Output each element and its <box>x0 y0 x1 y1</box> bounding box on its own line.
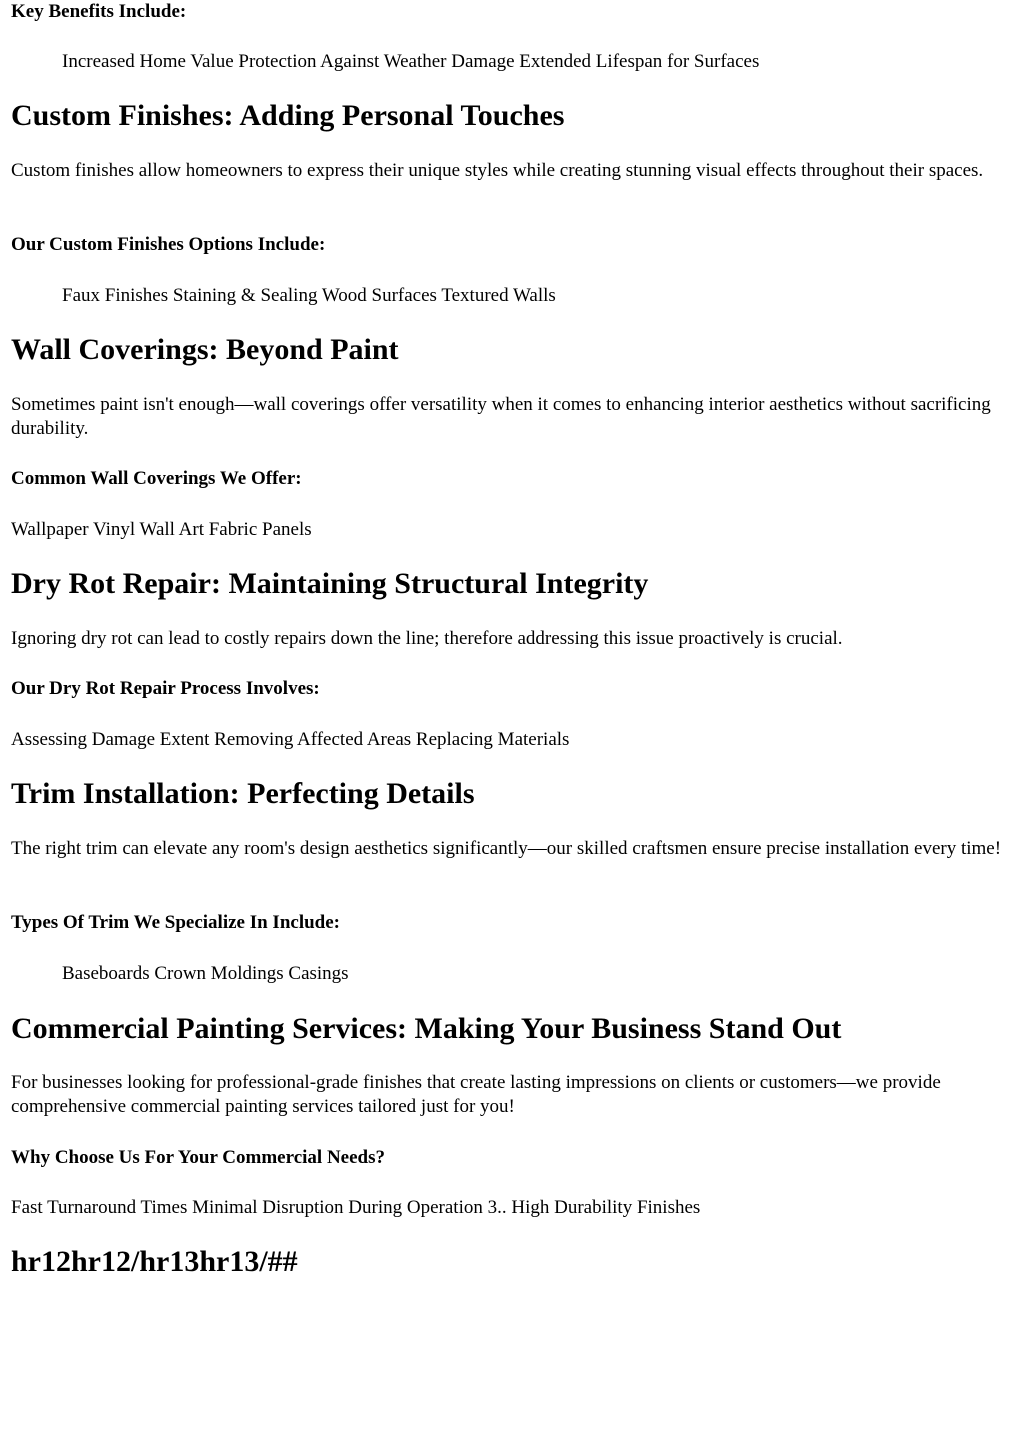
wall-coverings-list: Wallpaper Vinyl Wall Art Fabric Panels <box>11 519 312 540</box>
commercial-body: For businesses looking for professional-grade finishes that create lasting impressions on clients or customers—we provide comprehensive commercial painting services tailored just for you! <box>11 1072 941 1117</box>
trim-list: Baseboards Crown Moldings Casings <box>62 963 349 984</box>
trim-heading: Types Of Trim We Specialize In Include: <box>11 912 340 933</box>
dry-rot-title: Dry Rot Repair: Maintaining Structural Integrity <box>11 567 649 600</box>
dry-rot-body: Ignoring dry rot can lead to costly repairs down the line; therefore addressing this issue proactively is crucial. <box>11 628 843 649</box>
commercial-title: Commercial Painting Services: Making Your Business Stand Out <box>11 1012 842 1045</box>
commercial-list: Fast Turnaround Times Minimal Disruption During Operation 3.. High Durability Finishes <box>11 1197 701 1218</box>
trim-title: Trim Installation: Perfecting Details <box>11 777 475 810</box>
wall-coverings-heading: Common Wall Coverings We Offer: <box>11 468 302 489</box>
key-benefits-heading: Key Benefits Include: <box>11 1 187 22</box>
dry-rot-list: Assessing Damage Extent Removing Affected Areas Replacing Materials <box>11 729 570 750</box>
key-benefits-list: Increased Home Value Protection Against Weather Damage Extended Lifespan for Surfaces <box>62 51 760 72</box>
commercial-heading: Why Choose Us For Your Commercial Needs? <box>11 1147 385 1168</box>
wall-coverings-body: Sometimes paint isn't enough—wall coverings offer versatility when it comes to enhancing interior aesthetics without sacrificing durability. <box>11 394 991 439</box>
custom-finishes-title: Custom Finishes: Adding Personal Touches <box>11 99 565 132</box>
trim-body: The right trim can elevate any room's design aesthetics significantly—our skilled craftsmen ensure precise installation every time! <box>11 838 1002 859</box>
wall-coverings-title: Wall Coverings: Beyond Paint <box>11 333 399 366</box>
dry-rot-heading: Our Dry Rot Repair Process Involves: <box>11 678 320 699</box>
custom-finishes-body: Custom finishes allow homeowners to express their unique styles while creating stunning visual effects throughout their spaces. <box>11 160 984 181</box>
custom-finishes-list: Faux Finishes Staining & Sealing Wood Surfaces Textured Walls <box>62 285 556 306</box>
footer-heading: hr12hr12/hr13hr13/## <box>11 1245 298 1278</box>
custom-finishes-heading: Our Custom Finishes Options Include: <box>11 234 326 255</box>
